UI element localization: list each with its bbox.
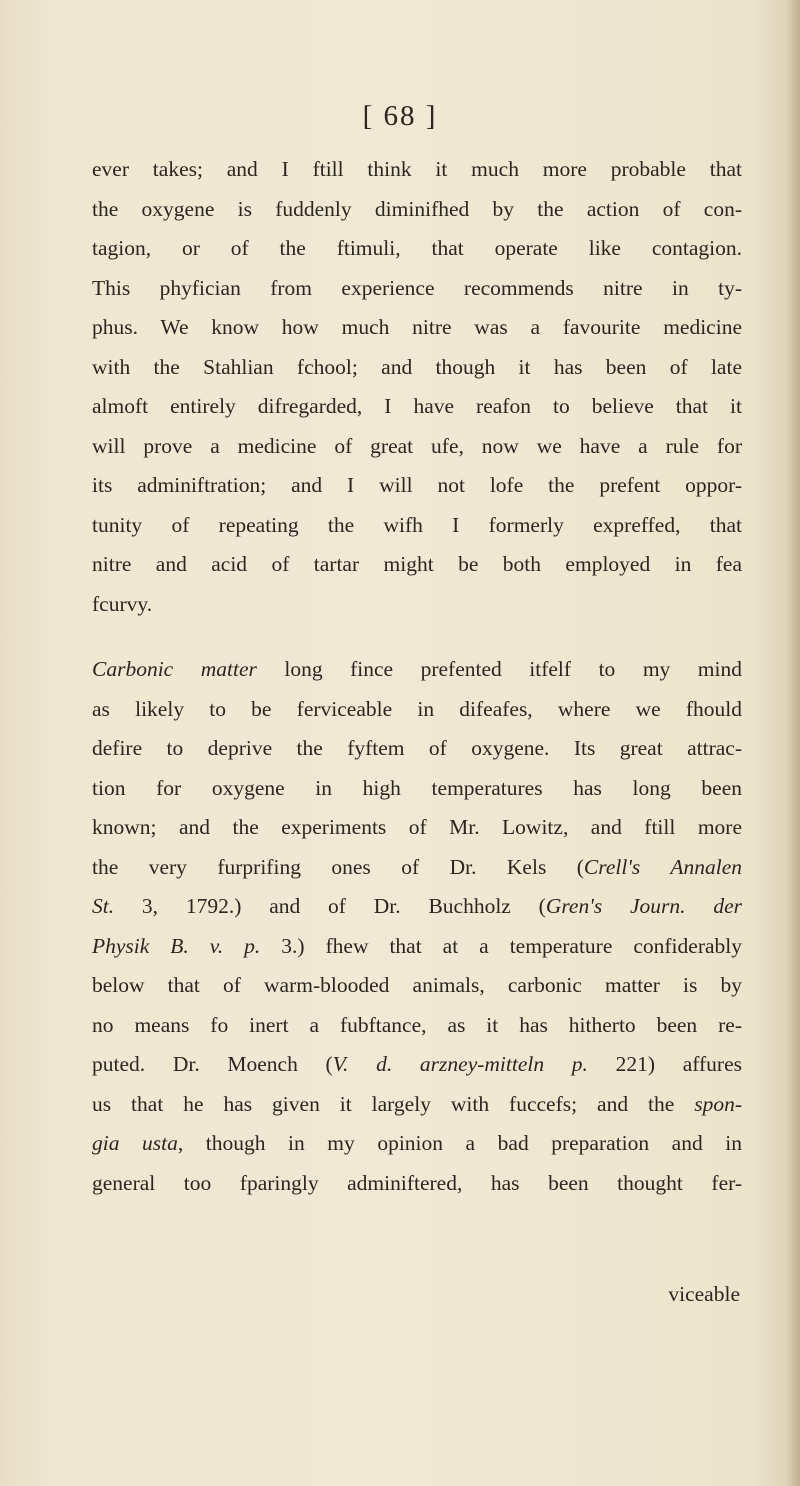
text-line (92, 650, 742, 690)
text-line (92, 1164, 742, 1204)
italic-text: gia usta (92, 1131, 178, 1155)
page-body (92, 150, 742, 1203)
text-line (92, 808, 742, 848)
italic-text: spon- (694, 1091, 742, 1116)
text-line: the oxygene is fuddenly diminifhed by the action of con- (92, 196, 742, 221)
roman-text: long fince prefented itfelf to my mind (256, 657, 742, 681)
roman-text: general too fparingly adminiftered, has been thought fer- (92, 1170, 742, 1195)
text-line: will prove a medicine of great ufe, now we have a rule for (92, 433, 742, 458)
italic-text: Crell's Annalen (583, 854, 742, 879)
roman-text: 221) affures (587, 1052, 742, 1076)
text-line: tunity of repeating the wifh I formerly expreffed, that (92, 512, 742, 537)
roman-text: as likely to be ferviceable in difeafes, where we fhould (92, 696, 742, 721)
roman-text: below that of warm-blooded animals, carbonic matter is by (92, 973, 742, 997)
catchword: viceable (668, 1282, 740, 1306)
page-number-header: [ 68 ] (362, 100, 438, 132)
text-line (92, 769, 742, 809)
roman-text: 3.) fhew that at a temperature confiderably (260, 933, 743, 958)
text-line: phus. We know how much nitre was a favourite medicine (92, 315, 742, 339)
italic-text: Physik B. v. p. (92, 933, 261, 958)
text-line: almoft entirely difregarded, I have reafon to believe that it (92, 394, 742, 418)
italic-text: Carbonic matter (92, 657, 257, 681)
paragraph-2 (92, 650, 742, 1203)
roman-text: the very furprifing ones of Dr. Kels ( (92, 854, 584, 879)
text-line: its adminiftration; and I will not lofe the prefent oppor- (92, 473, 742, 497)
text-line (92, 1006, 742, 1046)
roman-text: , though in my opinion a bad preparation and in (177, 1131, 742, 1155)
text-line (92, 848, 742, 888)
roman-text: defire to deprive the fyftem of oxygene. Its great attrac- (92, 736, 742, 760)
text-line (92, 729, 742, 769)
text-line: fcurvy. (92, 591, 153, 616)
roman-text: tion for oxygene in high temperatures has long been (92, 775, 742, 800)
roman-text: known; and the experiments of Mr. Lowitz, and ftill more (92, 815, 742, 839)
text-line (92, 966, 742, 1006)
text-line (92, 1085, 742, 1125)
roman-text: puted. Dr. Moench ( (92, 1052, 333, 1076)
paragraph-1 (92, 150, 742, 624)
text-line: tagion, or of the ftimuli, that operate like contagion. (92, 236, 742, 260)
text-line: ever takes; and I ftill think it much more probable that (92, 157, 742, 181)
text-line (92, 1045, 742, 1085)
text-line (92, 690, 742, 730)
roman-text: us that he has given it largely with fuccefs; and the (92, 1091, 695, 1116)
roman-text: 3, 1792.) and of Dr. Buchholz ( (114, 894, 546, 918)
roman-text: no means fo inert a fubftance, as it has hitherto been re- (92, 1012, 742, 1037)
italic-text: Gren's Journ. der (545, 894, 742, 918)
italic-text: St. (92, 894, 115, 918)
text-line: with the Stahlian fchool; and though it has been of late (92, 354, 742, 379)
text-line (92, 927, 742, 967)
paragraph-gap (92, 624, 742, 650)
text-line: This phyfician from experience recommends nitre in ty- (92, 275, 742, 300)
page-edge-shadow (786, 0, 800, 1486)
text-line: nitre and acid of tartar might be both employed in fea (92, 552, 742, 576)
text-line (92, 887, 742, 927)
text-line (92, 1124, 742, 1164)
italic-text: V. d. arzney-mitteln p. (332, 1052, 588, 1076)
